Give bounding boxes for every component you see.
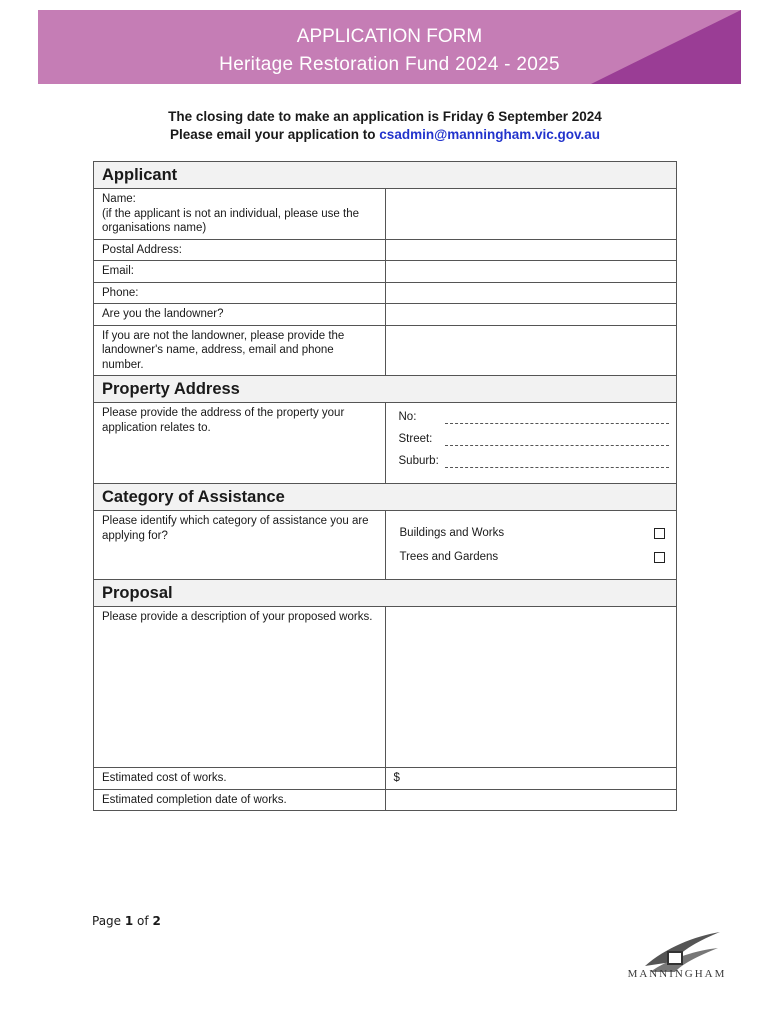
buildings-works-label: Buildings and Works: [399, 526, 505, 539]
category-prompt: Please identify which category of assistance you are applying for?: [94, 511, 386, 580]
category-option-buildings[interactable]: [394, 521, 670, 545]
closing-date-notice: The closing date to make an application is Friday 6 September 2024: [168, 109, 602, 124]
email-label: Email:: [94, 261, 386, 283]
landowner-question-label: Are you the landowner?: [94, 304, 386, 326]
form-title: APPLICATION FORM: [296, 26, 483, 47]
name-field[interactable]: [385, 189, 677, 240]
category-options: [385, 511, 677, 580]
street-input[interactable]: [445, 436, 669, 446]
number-line: [399, 406, 670, 424]
page-number: [92, 914, 161, 928]
proposal-description-field[interactable]: [385, 607, 677, 768]
completion-date-field[interactable]: [385, 789, 677, 811]
dollar-sign: $: [393, 772, 400, 784]
number-label: No:: [398, 410, 417, 423]
street-label: Street:: [398, 432, 433, 445]
number-input[interactable]: [445, 414, 669, 424]
page-total: 2: [152, 914, 161, 928]
email-field[interactable]: [385, 261, 677, 283]
landowner-answer-field[interactable]: [385, 304, 677, 326]
suburb-line: [399, 446, 670, 468]
postal-address-field[interactable]: [385, 239, 677, 261]
cost-label: Estimated cost of works.: [94, 768, 386, 790]
trees-gardens-checkbox[interactable]: [654, 552, 665, 563]
proposal-prompt: Please provide a description of your proposed works.: [94, 607, 386, 768]
name-label-cell: [94, 189, 386, 240]
property-prompt: Please provide the address of the property your application relates to.: [94, 403, 386, 484]
page-of: of: [133, 914, 153, 928]
application-form-table: [93, 161, 677, 811]
trees-gardens-label: Trees and Gardens: [399, 550, 499, 563]
name-note: (if the applicant is not an individual, please use the organisations name): [102, 207, 359, 234]
category-option-trees[interactable]: [394, 545, 670, 569]
buildings-works-checkbox[interactable]: [654, 528, 665, 539]
form-subtitle: Heritage Restoration Fund 2024 - 2025: [219, 54, 560, 75]
suburb-input[interactable]: [445, 458, 669, 468]
page-prefix: Page: [92, 914, 125, 928]
property-address-fields: [385, 403, 677, 484]
street-line: [399, 424, 670, 446]
section-heading-applicant: Applicant: [94, 162, 677, 189]
email-notice-text: Please email your application to: [169, 127, 380, 142]
landowner-details-field[interactable]: [385, 325, 677, 376]
manningham-logo-text: MANNINGHAM: [627, 968, 727, 980]
name-label: Name:: [102, 193, 136, 205]
email-notice: [0, 127, 770, 142]
section-heading-category: Category of Assistance: [94, 484, 677, 511]
landowner-details-label: If you are not the landowner, please provide the landowner's name, address, email and phone number.: [94, 325, 386, 376]
page-current: 1: [124, 914, 134, 928]
phone-label: Phone:: [94, 282, 386, 304]
phone-field[interactable]: [385, 282, 677, 304]
section-heading-proposal: Proposal: [94, 580, 677, 607]
suburb-label: Suburb:: [398, 454, 439, 467]
cost-field[interactable]: [385, 768, 677, 790]
completion-date-label: Estimated completion date of works.: [94, 789, 386, 811]
postal-address-label: Postal Address:: [94, 239, 386, 261]
section-heading-property: Property Address: [94, 376, 677, 403]
email-link[interactable]: csadmin@manningham.vic.gov.au: [379, 127, 601, 142]
header-banner: [38, 10, 741, 84]
